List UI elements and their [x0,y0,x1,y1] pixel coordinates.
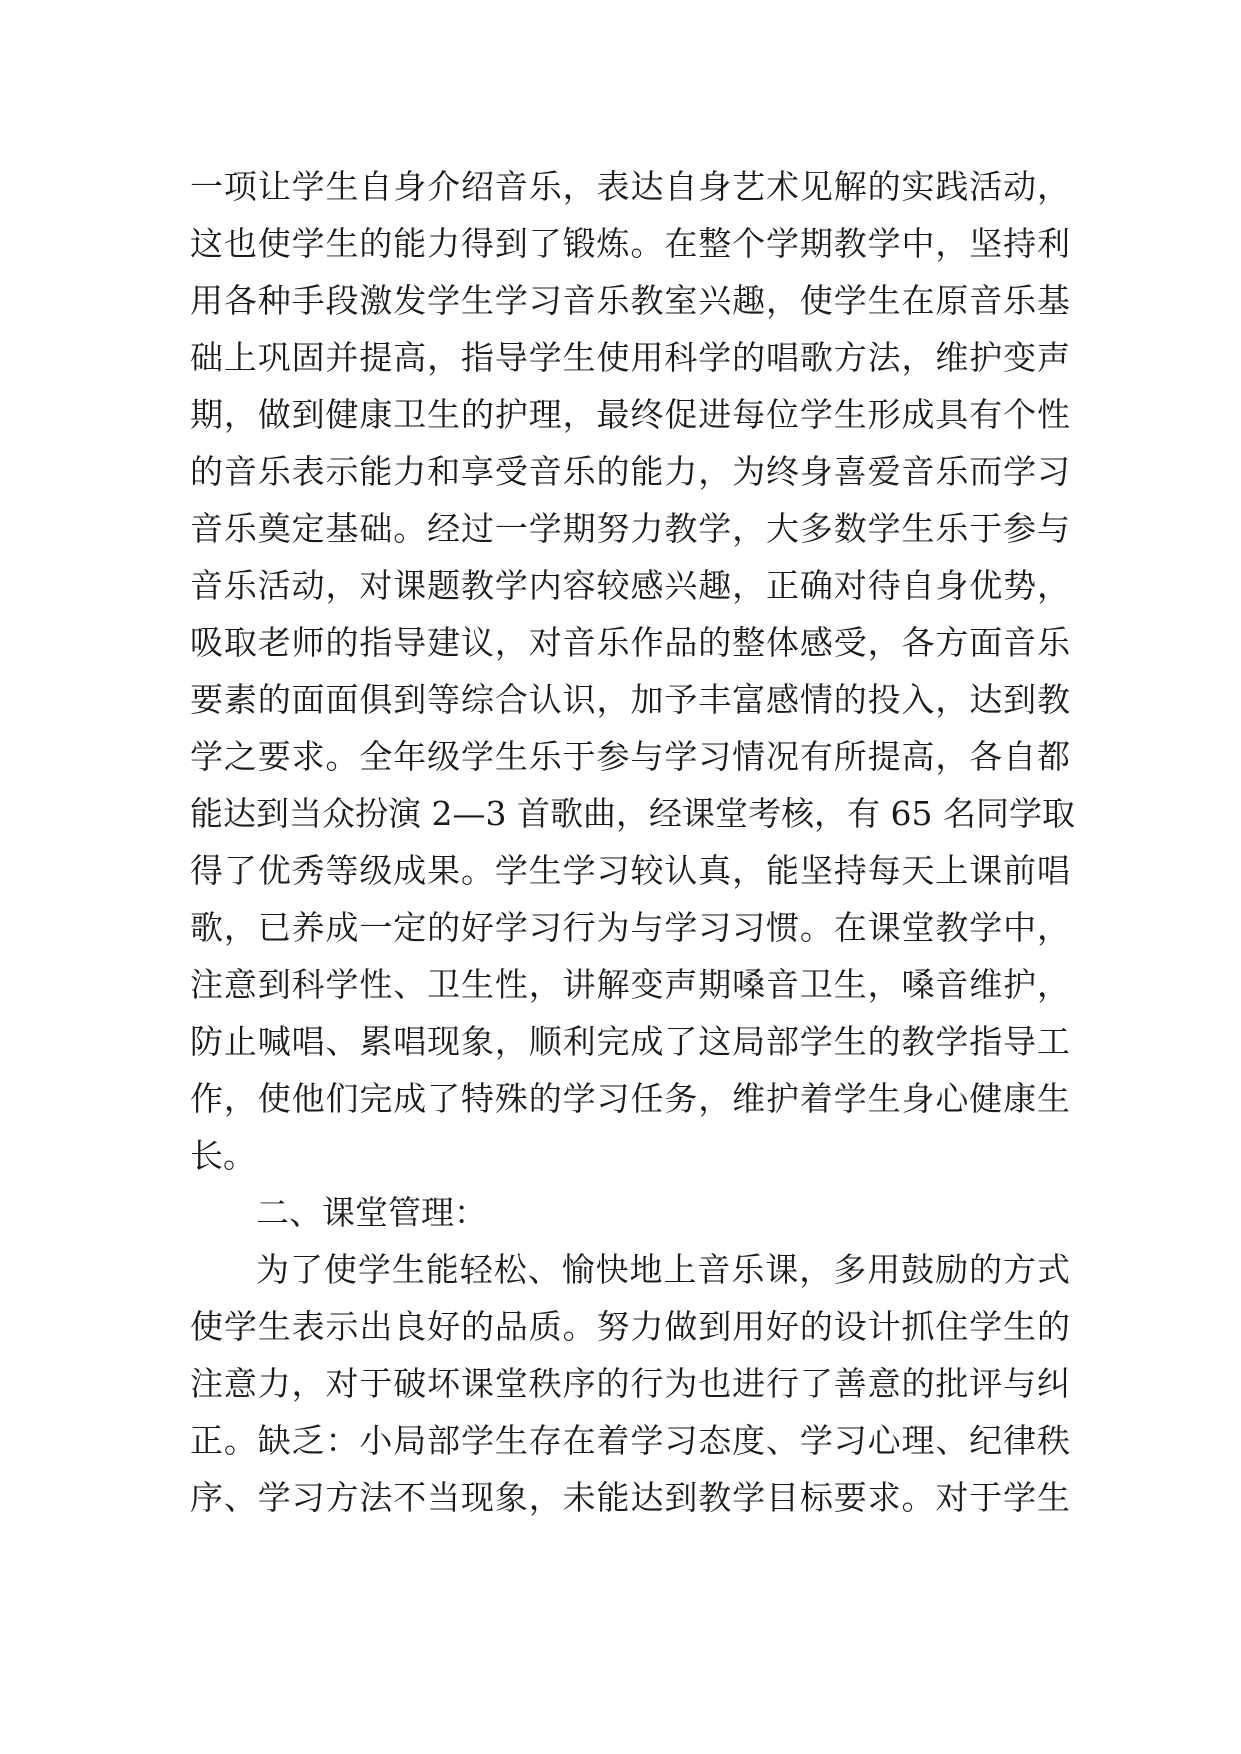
text-line: 础上巩固并提高，指导学生使用科学的唱歌方法，维护变声 [190,338,1070,377]
text-line: 这也使学生的能力得到了锻炼。在整个学期教学中，坚持利 [190,224,1070,263]
text-line: 为了使学生能轻松、愉快地上音乐课，多用鼓励的方式 [256,1250,1070,1289]
text-line: 使学生表示出良好的品质。努力做到用好的设计抓住学生的 [190,1307,1070,1346]
text-line: 音乐活动，对课题教学内容较感兴趣，正确对待自身优势， [190,566,1070,605]
text-line: 用各种手段激发学生学习音乐教室兴趣，使学生在原音乐基 [190,281,1070,320]
text-line: 学之要求。全年级学生乐于参与学习情况有所提高，各自都 [190,737,1070,776]
text-line: 的音乐表示能力和享受音乐的能力，为终身喜爱音乐而学习 [190,452,1070,491]
text-line: 防止喊唱、累唱现象，顺利完成了这局部学生的教学指导工 [190,1022,1070,1061]
text-line: 能达到当众扮演 2—3 首歌曲，经课堂考核，有 65 名同学取 [190,794,1075,833]
text-line: 正。缺乏：小局部学生存在着学习态度、学习心理、纪律秩 [190,1421,1070,1460]
text-line: 歌，已养成一定的好学习行为与学习习惯。在课堂教学中， [190,908,1070,947]
text-line: 一项让学生自身介绍音乐，表达自身艺术见解的实践活动， [190,167,1070,206]
text-line: 作，使他们完成了特殊的学习任务，维护着学生身心健康生 [190,1079,1070,1118]
text-line: 得了优秀等级成果。学生学习较认真，能坚持每天上课前唱 [190,851,1070,890]
text-line: 注意力，对于破坏课堂秩序的行为也进行了善意的批评与纠 [190,1364,1070,1403]
text-line: 音乐奠定基础。经过一学期努力教学，大多数学生乐于参与 [190,509,1070,548]
text-line: 长。 [190,1136,256,1175]
text-line: 要素的面面俱到等综合认识，加予丰富感情的投入，达到教 [190,680,1070,719]
text-line: 期，做到健康卫生的护理，最终促进每位学生形成具有个性 [190,395,1070,434]
text-line: 注意到科学性、卫生性，讲解变声期嗓音卫生，嗓音维护， [190,965,1070,1004]
text-line: 吸取老师的指导建议，对音乐作品的整体感受，各方面音乐 [190,623,1070,662]
text-line: 序、学习方法不当现象，未能达到教学目标要求。对于学生 [190,1478,1070,1517]
section-heading: 二、课堂管理： [256,1193,487,1232]
